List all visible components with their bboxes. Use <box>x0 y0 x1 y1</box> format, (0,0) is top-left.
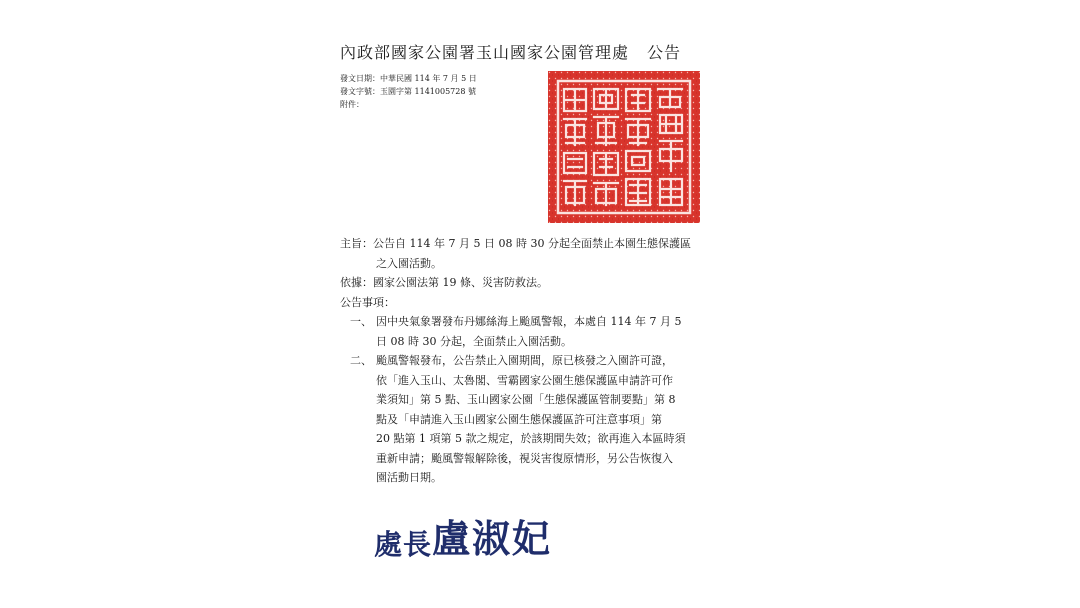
subject-line-1: 主旨：公告自 114 年 7 月 5 日 08 時 30 分起全面禁止本園生態保護區 <box>340 237 691 250</box>
item-line: 20 點第 1 項第 5 款之規定，於該期間失效；欲再進入本區時須 <box>376 432 686 445</box>
director-signature <box>374 508 552 563</box>
item-line: 依「進入玉山、太魯閣、雪霸國家公園生態保護區申請許可作 <box>376 373 673 387</box>
notice-heading: 公告事項： <box>340 295 395 309</box>
official-seal <box>548 71 700 223</box>
notice-item <box>340 312 730 351</box>
signature-title: 處長 <box>374 528 433 561</box>
notice-item <box>340 351 730 488</box>
basis-line: 依據：國家公園法第 19 條、災害防救法。 <box>340 276 548 289</box>
item-number: 二、 <box>350 354 372 367</box>
item-line: 日 08 時 30 分起，全面禁止入園活動。 <box>376 334 572 348</box>
item-line: 因中央氣象署發布丹娜絲海上颱風警報，本處自 114 年 7 月 5 <box>376 315 682 328</box>
signature-name: 盧淑妃 <box>432 516 553 561</box>
document-header <box>340 40 730 63</box>
item-number: 一、 <box>350 315 372 328</box>
agency-name: 內政部國家公園署玉山國家公園管理處 <box>340 43 630 62</box>
item-line: 重新申請；颱風警報解除後，視災害復原情形，另公告恢復入 <box>376 451 673 465</box>
item-line: 點及「申請進入玉山國家公園生態保護區許可注意事項」第 <box>376 412 662 426</box>
item-line: 業須知」第 5 點、玉山國家公園「生態保護區管制要點」第 8 <box>376 393 676 406</box>
issue-date: 發文日期：中華民國 114 年 7 月 5 日 <box>340 74 477 83</box>
subject-line-2: 之入園活動。 <box>376 256 442 270</box>
document-meta <box>340 72 477 111</box>
document-type: 公告 <box>647 43 682 62</box>
item-line: 颱風警報發布，公告禁止入園期間，原已核發之入園許可證， <box>376 354 673 367</box>
announcement-body <box>340 234 730 488</box>
item-line: 園活動日期。 <box>376 471 442 484</box>
attachment-label: 附件： <box>340 100 364 109</box>
reference-number: 發文字號：玉園字第 1141005728 號 <box>340 87 476 96</box>
